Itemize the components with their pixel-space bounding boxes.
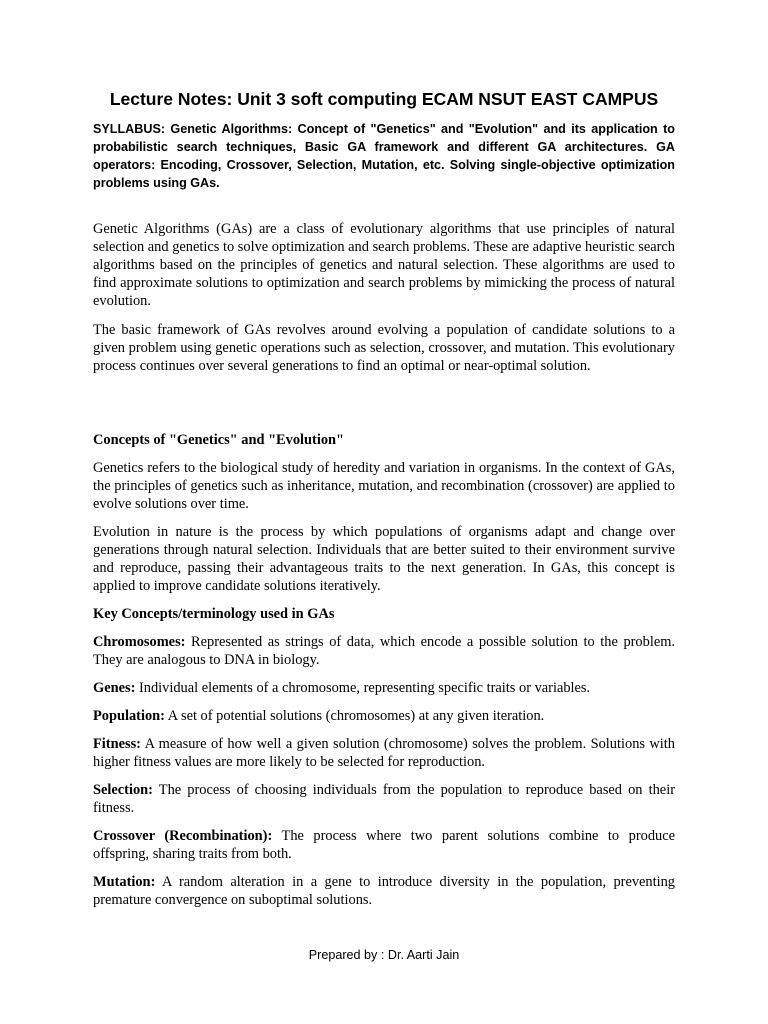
concepts-paragraph-2: Evolution in nature is the process by which populations of organisms adapt and change over generations through natural selection. Individuals that are better suited to their environment survive and reproduce, passing their advantageous traits to the next generation. In GAs, this concept is applied to improve candidate solutions iteratively. — [93, 524, 675, 594]
term-definition: Represented as strings of data, which encode a possible solution to the problem. They are analogous to DNA in biology. — [93, 634, 675, 668]
term-item — [93, 827, 675, 863]
term-item — [93, 781, 675, 817]
term-item — [93, 873, 675, 909]
term-item — [93, 707, 675, 725]
term-label: Population: — [93, 708, 165, 724]
term-definition: A set of potential solutions (chromosomes) at any given iteration. — [164, 708, 545, 724]
term-definition: A random alteration in a gene to introduce diversity in the population, preventing premature convergence on suboptimal solutions. — [93, 874, 675, 908]
concepts-heading: Concepts of "Genetics" and "Evolution" — [93, 432, 345, 448]
term-item — [93, 633, 675, 669]
footer-author: Prepared by : Dr. Aarti Jain — [308, 948, 460, 962]
term-definition: The process where two parent solutions combine to produce offspring, sharing traits from both. — [93, 828, 675, 862]
term-item — [93, 735, 675, 771]
term-label: Genes: — [93, 680, 136, 696]
terminology-heading: Key Concepts/terminology used in GAs — [93, 606, 335, 622]
term-definition: Individual elements of a chromosome, representing specific traits or variables. — [135, 680, 591, 696]
intro-paragraph-2: The basic framework of GAs revolves around evolving a population of candidate solutions to a given problem using genetic operations such as selection, crossover, and mutation. This evolutionary process continues over several generations to find an optimal or near-optimal solution. — [93, 322, 675, 374]
term-label: Chromosomes: — [93, 634, 186, 650]
term-definition: The process of choosing individuals from the population to reproduce based on their fitness. — [93, 782, 675, 816]
term-definition: A measure of how well a given solution (chromosome) solves the problem. Solutions with higher fitness values are more likely to be selected for reproduction. — [93, 736, 675, 770]
term-label: Crossover (Recombination): — [93, 828, 273, 844]
term-label: Mutation: — [93, 874, 156, 890]
term-label: Fitness: — [93, 736, 141, 752]
intro-paragraph-1: Genetic Algorithms (GAs) are a class of evolutionary algorithms that use principles of natural selection and genetics to solve optimization and search problems. These are adaptive heuristic search algorithms based on the principles of genetics and natural selection. These algorithms are used to find approximate solutions to optimization and search problems by mimicking the process of natural evolution. — [93, 221, 675, 309]
syllabus-text: SYLLABUS: Genetic Algorithms: Concept of "Genetics" and "Evolution" and its application to probabilistic search techniques, Basic GA framework and different GA architectures. GA operators: Encoding, Crossover, Selection, Mutation, etc. Solving single-objective optimization problems using GAs. — [93, 122, 675, 190]
term-label: Selection: — [93, 782, 153, 798]
term-item — [93, 679, 675, 697]
document-title: Lecture Notes: Unit 3 soft computing ECAM NSUT EAST CAMPUS — [109, 89, 659, 109]
concepts-paragraph-1: Genetics refers to the biological study of heredity and variation in organisms. In the context of GAs, the principles of genetics such as inheritance, mutation, and recombination (crossover) are applied to evolve solutions over time. — [93, 460, 675, 512]
